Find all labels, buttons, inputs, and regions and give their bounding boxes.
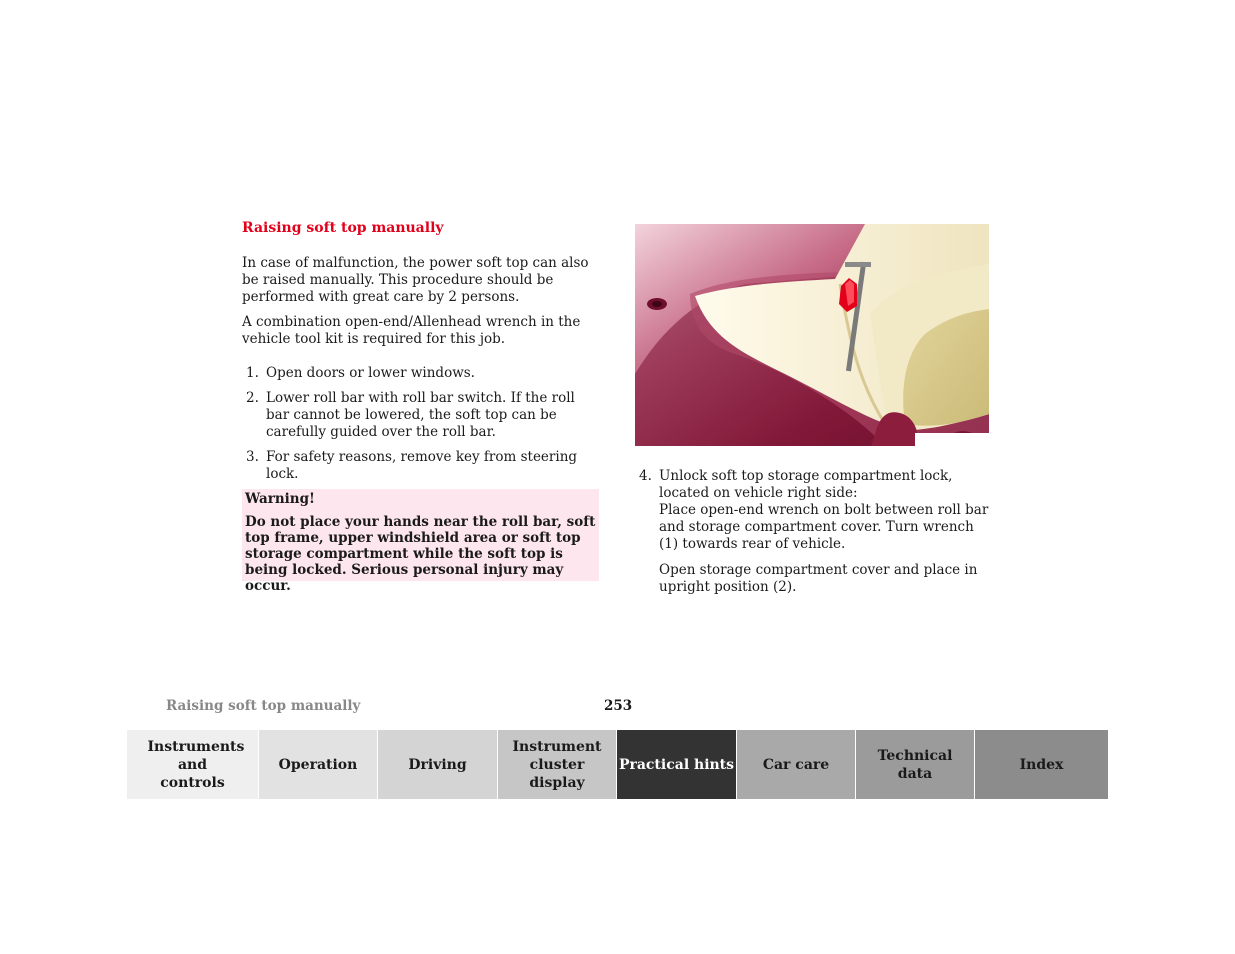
step-text: For safety reasons, remove key from steering lock. (266, 449, 578, 482)
tab-index[interactable] (975, 730, 1108, 799)
warning-box (242, 489, 599, 594)
footer-section-title: Raising soft top manually (166, 698, 361, 714)
intro-paragraph-1: In case of malfunction, the power soft top can also be raised manually. This procedure should be performed with great care by 2 persons. (242, 255, 589, 305)
list-item (242, 365, 598, 382)
page-number: 253 (604, 698, 633, 714)
step-number: 2. (246, 390, 259, 406)
warning-text: Do not place your hands near the roll bar, soft top frame, upper windshield area or soft top storage compartment while the soft top is being locked. Serious personal injury may occur. (245, 514, 596, 594)
steps-list (242, 365, 598, 491)
soft-top-drawing (635, 224, 989, 446)
tab-label: Practical hints (618, 756, 735, 773)
tab-operation[interactable] (259, 730, 378, 799)
step-text: Lower roll bar with roll bar switch. If the roll bar cannot be lowered, the soft top can be carefully guided over the roll bar. (266, 390, 575, 440)
step-4-line-1: Unlock soft top storage compartment lock, located on vehicle right side: (659, 468, 953, 501)
step-4 (639, 468, 991, 605)
tab-label: Driving (408, 756, 467, 773)
tab-label: Operation (278, 756, 358, 773)
tab-label: Instruments and controls (147, 738, 245, 791)
tab-technical-data[interactable] (856, 730, 975, 799)
tab-practical-hints[interactable] (617, 730, 737, 799)
warning-title: Warning! (245, 491, 315, 507)
tab-label: Technical data (877, 747, 953, 782)
step-number: 3. (246, 449, 259, 465)
tab-label: Car care (762, 756, 830, 773)
tab-driving[interactable] (378, 730, 498, 799)
tab-car-care[interactable] (737, 730, 856, 799)
step-text: Open doors or lower windows. (266, 365, 475, 381)
list-item (242, 390, 598, 441)
chapter-navigation (127, 730, 1108, 799)
soft-top-illustration (635, 224, 989, 446)
intro-paragraph-2: A combination open-end/Allenhead wrench in the vehicle tool kit is required for this job. (242, 314, 581, 347)
tab-instrument-cluster-display[interactable] (498, 730, 617, 799)
step-number: 1. (246, 365, 259, 381)
tab-label: Instrument cluster display (512, 738, 602, 791)
section-heading: Raising soft top manually (242, 220, 444, 236)
tab-instruments-and-controls[interactable] (127, 730, 259, 799)
list-item (242, 449, 598, 483)
step-number: 4. (639, 468, 652, 484)
step-4-line-2: Place open-end wrench on bolt between roll bar and storage compartment cover. Turn wrench (1) towards rear of vehicle. (659, 502, 989, 552)
step-4-followup: Open storage compartment cover and place in upright position (2). (659, 562, 978, 595)
tab-label: Index (1019, 756, 1064, 773)
figure-label-area (915, 433, 989, 446)
step-4-text (659, 468, 991, 553)
